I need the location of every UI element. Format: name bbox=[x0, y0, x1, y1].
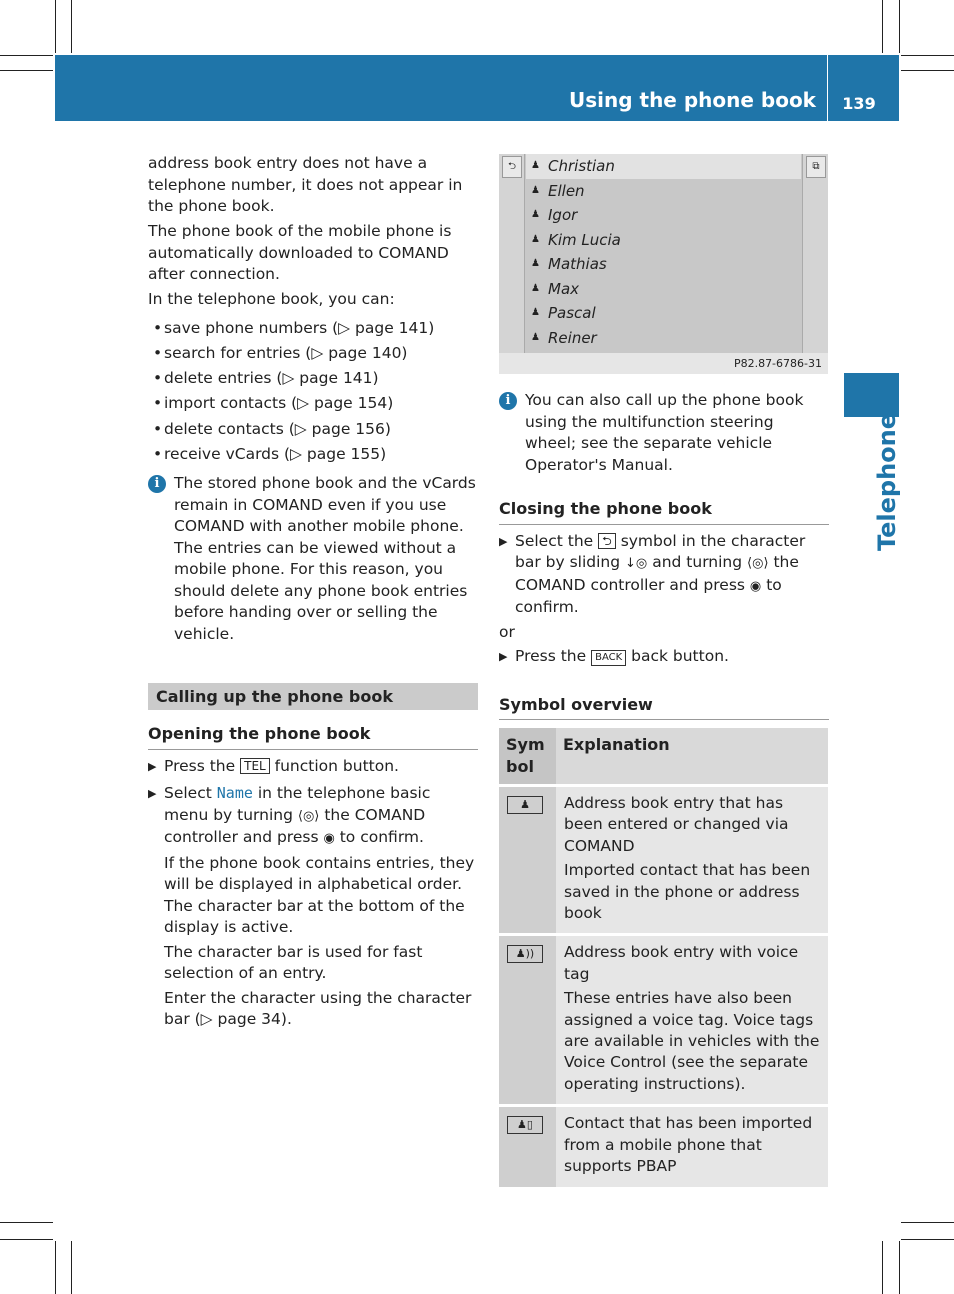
controller-press-icon: ◉ bbox=[749, 578, 762, 594]
step-continuation: If the phone book contains entries, they will be displayed in alphabetical order. The character bar at the bottom of the display is active. bbox=[164, 853, 475, 937]
crop-mark bbox=[71, 1241, 72, 1294]
list-item-text: save phone numbers (▷ page 141) bbox=[164, 318, 435, 337]
crop-mark bbox=[899, 0, 900, 53]
symbol-table bbox=[499, 728, 828, 1187]
crop-mark bbox=[882, 1241, 883, 1294]
info-note bbox=[499, 390, 829, 476]
list-item: • receive vCards (▷ page 155) bbox=[153, 444, 387, 463]
table-row bbox=[499, 786, 828, 935]
phone-book-screenshot bbox=[499, 154, 828, 374]
step-continuation: Enter the character using the character bar (▷ page 34). bbox=[164, 988, 472, 1029]
feature-list bbox=[148, 318, 478, 466]
person-icon: ♟ bbox=[531, 209, 540, 220]
screen-left-bar bbox=[499, 154, 525, 354]
screen-right-bar bbox=[802, 154, 828, 354]
list-item: • save phone numbers (▷ page 141) bbox=[153, 318, 435, 337]
instruction-step: ▶ Select Name in the telephone basic menu by turning ⟨◎⟩ the COMAND controller and press ◉ to confirm. If the phone book contains entries, they will be displayed in alphabetical order. The character bar at the bottom of the display is active. The character bar is used for fast selection of an entry. Enter the character using the character bar (▷ page 34). bbox=[148, 783, 478, 1031]
info-icon: i bbox=[148, 475, 166, 493]
options-icon: ⧉ bbox=[806, 156, 826, 178]
page-number: 139 bbox=[842, 94, 876, 113]
table-row bbox=[499, 1106, 828, 1187]
instruction-step: ▶ Press the BACK back button. bbox=[499, 646, 829, 668]
menu-item-name: Name bbox=[216, 784, 253, 803]
table-cell-text: Imported contact that has been saved in the phone or address book bbox=[564, 861, 811, 923]
crop-mark bbox=[901, 1222, 954, 1223]
list-item: • delete contacts (▷ page 156) bbox=[153, 419, 391, 438]
crop-mark bbox=[0, 70, 53, 71]
table-cell-text: Contact that has been imported from a mobile phone that supports PBAP bbox=[564, 1114, 813, 1176]
subheading-opening: Opening the phone book bbox=[148, 723, 478, 750]
image-code: P82.87-6786-31 bbox=[499, 353, 828, 374]
table-cell-text: These entries have also been assigned a voice tag. Voice tags are available in vehicles with the Voice Control (see the separate operating instructions). bbox=[564, 989, 820, 1093]
step-arrow-icon: ▶ bbox=[499, 650, 508, 663]
voice-tag-icon: ♟)) bbox=[507, 945, 543, 963]
contact-row: ♟ Max bbox=[526, 277, 801, 302]
contact-list bbox=[526, 154, 801, 350]
left-column bbox=[148, 153, 478, 1034]
table-header: Sym bol bbox=[499, 728, 556, 786]
header-divider bbox=[827, 55, 828, 121]
back-symbol-icon: ⮌ bbox=[598, 533, 616, 549]
address-entry-icon: ♟ bbox=[507, 796, 543, 814]
right-column bbox=[499, 154, 829, 1187]
contact-row: ♟ Christian bbox=[526, 154, 801, 179]
or-text: or bbox=[499, 622, 515, 641]
list-item: • search for entries (▷ page 140) bbox=[153, 343, 408, 362]
step-arrow-icon: ▶ bbox=[148, 787, 157, 801]
controller-slide-icon: ↓◎ bbox=[625, 556, 648, 571]
side-tab bbox=[844, 373, 899, 417]
crop-mark bbox=[55, 1241, 56, 1294]
intro-paragraph: The phone book of the mobile phone is automatically downloaded to COMAND after connection. bbox=[148, 222, 452, 283]
person-icon: ♟ bbox=[531, 184, 540, 196]
list-item-text: delete entries (▷ page 141) bbox=[164, 369, 379, 388]
list-item-text: delete contacts (▷ page 156) bbox=[164, 419, 391, 438]
person-icon: ♟ bbox=[531, 282, 540, 294]
imported-contact-icon: ♟▯ bbox=[507, 1116, 543, 1134]
contact-row: ♟ Reiner bbox=[526, 326, 801, 351]
step-arrow-icon: ▶ bbox=[148, 759, 157, 773]
contact-row: ♟ Ellen bbox=[526, 179, 801, 204]
info-text: You can also call up the phone book using the multifunction steering wheel; see the separate vehicle Operator's Manual. bbox=[525, 391, 804, 474]
contact-row: ♟ Pascal bbox=[526, 301, 801, 326]
chapter-label: Telephone bbox=[873, 412, 901, 552]
tel-key-icon: TEL bbox=[240, 758, 270, 774]
person-icon: ♟ bbox=[531, 307, 540, 318]
contact-row: ♟ Mathias bbox=[526, 252, 801, 277]
controller-press-icon: ◉ bbox=[323, 831, 335, 847]
list-item: • delete entries (▷ page 141) bbox=[153, 369, 379, 388]
subheading-symbols: Symbol overview bbox=[499, 694, 829, 721]
person-icon: ♟ bbox=[531, 160, 540, 171]
instruction-step: ▶ Press the TEL function button. bbox=[148, 756, 478, 778]
person-icon: ♟ bbox=[531, 331, 540, 343]
info-text: The stored phone book and the vCards remain in COMAND even if you use COMAND with another mobile phone. The entries can be viewed without a mobile phone. For this reason, you should delete any phone book entries before handing over or selling the vehicle. bbox=[174, 474, 476, 643]
crop-mark bbox=[55, 0, 56, 53]
crop-mark bbox=[901, 1239, 954, 1240]
step-continuation: The character bar is used for fast selection of an entry. bbox=[164, 942, 423, 983]
table-header: Explanation bbox=[556, 728, 828, 786]
list-item-text: search for entries (▷ page 140) bbox=[164, 343, 408, 362]
person-icon: ♟ bbox=[531, 258, 540, 269]
back-key-icon: BACK bbox=[591, 650, 626, 666]
crop-mark bbox=[71, 0, 72, 53]
subheading-closing: Closing the phone book bbox=[499, 498, 829, 525]
instruction-step: ▶ Select the ⮌ symbol in the character bar by sliding ↓◎ and turning ⟨◎⟩ the COMAND controller and press ◉ to confirm. bbox=[499, 531, 806, 616]
section-title: Calling up the phone book bbox=[148, 683, 478, 710]
list-item-text: import contacts (▷ page 154) bbox=[164, 394, 394, 413]
intro-paragraph: In the telephone book, you can: bbox=[148, 290, 395, 308]
page-title: Using the phone book bbox=[568, 88, 816, 112]
intro-paragraph: address book entry does not have a telephone number, it does not appear in the phone book. bbox=[148, 154, 463, 215]
controller-turn-icon: ⟨◎⟩ bbox=[747, 556, 769, 571]
step-arrow-icon: ▶ bbox=[499, 534, 508, 548]
list-item: • import contacts (▷ page 154) bbox=[153, 394, 394, 413]
crop-mark bbox=[901, 70, 954, 71]
crop-mark bbox=[882, 0, 883, 53]
contact-row: ♟ Igor bbox=[526, 203, 801, 228]
info-note bbox=[148, 473, 478, 645]
back-arrow-icon: ⮌ bbox=[502, 156, 522, 178]
crop-mark bbox=[0, 55, 53, 56]
table-cell-text: Address book entry with voice tag bbox=[564, 943, 799, 983]
controller-turn-icon: ⟨◎⟩ bbox=[297, 808, 320, 824]
table-row bbox=[499, 935, 828, 1106]
table-header-row bbox=[499, 728, 828, 786]
person-icon: ♟ bbox=[531, 233, 540, 245]
crop-mark bbox=[901, 55, 954, 56]
table-cell-text: Address book entry that has been entered or changed via COMAND bbox=[564, 794, 789, 855]
info-icon: i bbox=[499, 392, 517, 410]
contact-row: ♟ Kim Lucia bbox=[526, 228, 801, 253]
list-item-text: receive vCards (▷ page 155) bbox=[164, 444, 387, 463]
crop-mark bbox=[899, 1241, 900, 1294]
crop-mark bbox=[0, 1222, 53, 1223]
crop-mark bbox=[0, 1239, 53, 1240]
